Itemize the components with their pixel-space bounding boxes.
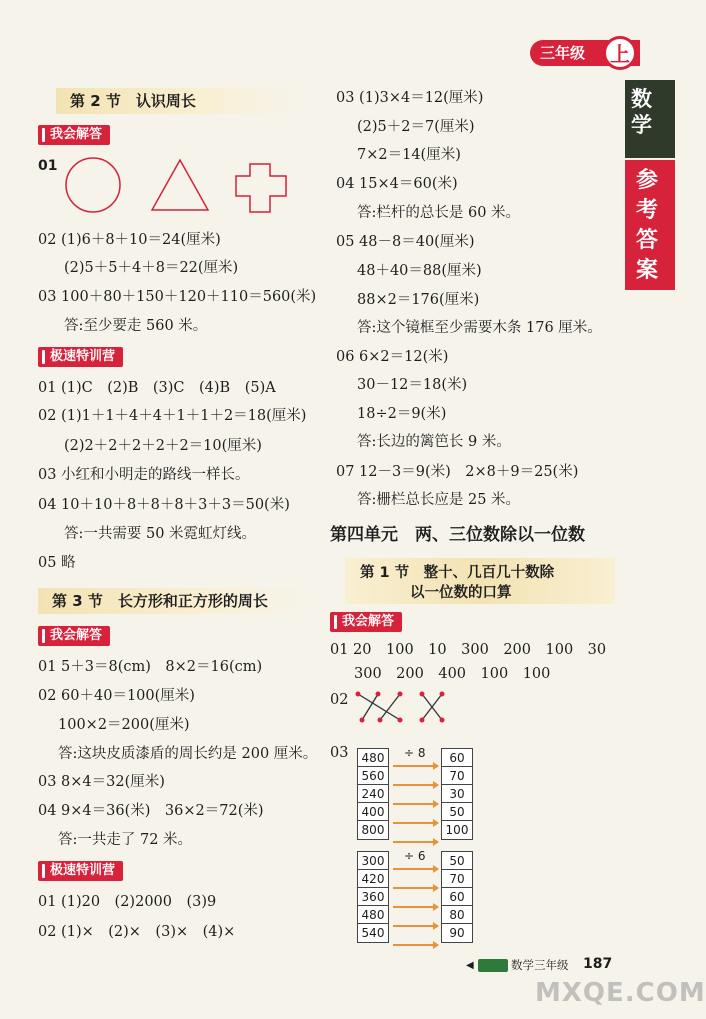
table2-right-cell: 50 [442,852,472,870]
table1-right-cell: 100 [445,823,469,837]
grade-label: 三年级 [540,44,586,62]
r-item-07-b: 答:栅栏总长应是 25 米。 [357,492,521,508]
table1-operator: ÷ 8 [404,746,426,760]
section-1-title-b: 以一位数的口算 [410,585,512,601]
circle-shape [66,158,120,212]
table2-operator: ÷ 6 [404,849,426,863]
tag-wo-hui-jie-da-2: 我会解答 [38,626,110,646]
table1-arrow [393,803,438,805]
item-03-a: 03 100＋80＋150＋120＋110＝560(米) [38,289,317,305]
item-02-a: 02 (1)6＋8＋10＝24(厘米) [38,232,221,248]
r-item-06-b: 30－12＝18(米) [357,377,468,393]
footer-badge [478,959,508,972]
drill-05: 05 略 [38,555,76,571]
table2-arrow [393,887,438,889]
table1-right [441,748,473,840]
table1-right-cell: 60 [442,749,472,767]
unit-4-title: 第四单元 两、三位数除以一位数 [330,525,585,545]
table2-arrow [393,906,438,908]
table1-left-cell: 800 [361,823,385,837]
tag-ji-su-xun-lian: 极速特训营 [38,347,123,367]
table2-left-cell: 300 [358,852,388,870]
s3-item-02-b: 100×2＝200(厘米) [58,717,190,733]
table2-left-cell: 420 [358,870,388,888]
r-q03-label: 03 [330,745,349,761]
drill-04-b: 答:一共需要 50 米霓虹灯线。 [64,526,257,542]
r-q02-label: 02 [330,692,349,708]
table1-arrow [393,822,438,824]
r-item-06-d: 答:长边的篱笆长 9 米。 [357,434,511,450]
answer-label: 参考答案 [636,168,659,283]
s3-drill-01: 01 (1)20 (2)2000 (3)9 [38,894,217,910]
table2-left-cell: 360 [358,888,388,906]
footer-page-number: 187 [583,956,613,972]
section-2-title: 第 2 节 认识周长 [56,88,296,114]
section-1-title-a: 第 1 节 整十、几百几十数除 [360,565,555,581]
drill-03: 03 小红和小明走的路线一样长。 [38,467,250,483]
table1-left-cell: 400 [358,803,388,821]
table2-left [357,851,389,943]
s3-item-04-b: 答:一共走了 72 米。 [58,832,193,848]
s3-item-02-c: 答:这块皮质漆盾的周长约是 200 厘米。 [58,746,318,762]
r-item-07-a: 07 12－3＝9(米) 2×8＋9＝25(米) [336,464,579,480]
table1-right-cell: 70 [442,767,472,785]
s3-item-01: 01 5＋3＝8(cm) 8×2＝16(cm) [38,659,263,675]
subject-label: 数学 [631,87,656,137]
table2-arrow [393,925,438,927]
watermark: MXQE.COM [535,978,706,1008]
r-item-05-d: 答:这个镜框至少需要木条 176 厘米。 [357,320,602,336]
r-q01-b: 300 200 400 100 100 [354,666,551,682]
table1-arrow [393,841,438,843]
s3-drill-02: 02 (1)× (2)× (3)× (4)× [38,924,236,940]
table1-left-cell: 560 [358,767,388,785]
r-item-03-a: 03 (1)3×4＝12(厘米) [336,90,484,106]
drill-02-b: (2)2＋2＋2＋2＋2＝10(厘米) [64,438,262,454]
table2-right-cell: 70 [442,870,472,888]
s3-item-04-a: 04 9×4＝36(米) 36×2＝72(米) [38,803,264,819]
table2-left-cell: 480 [358,906,388,924]
table1-right-cell: 30 [442,785,472,803]
volume-label: 上 [610,42,630,66]
r-item-04-a: 04 15×4＝60(米) [336,176,458,192]
tag-ji-su-xun-lian-2: 极速特训营 [38,861,123,881]
table1-right-cell: 50 [442,803,472,821]
r-q01-a: 01 20 100 10 300 200 100 30 [330,642,607,658]
table2-arrow [393,868,438,870]
table1-arrow [393,784,438,786]
table1-left [357,748,389,840]
item-01-label: 01 [38,158,58,174]
r-item-04-b: 答:栏杆的总长是 60 米。 [357,205,521,221]
cross-shape [236,164,286,212]
drill-01: 01 (1)C (2)B (3)C (4)B (5)A [38,380,276,396]
table2-right-cell: 90 [449,926,465,940]
table2-right [441,851,473,943]
r-item-03-b: (2)5＋2＝7(厘米) [357,119,475,135]
drill-04-a: 04 10＋10＋8＋8＋8＋3＋3＝50(米) [38,497,290,513]
drill-02-a: 02 (1)1＋1＋4＋4＋1＋1＋2＝18(厘米) [38,408,307,424]
item-03-b: 答:至少要走 560 米。 [64,318,208,334]
r-item-06-a: 06 6×2＝12(米) [336,349,449,365]
matching-lines [350,688,460,728]
table1-left-cell: 240 [358,785,388,803]
r-item-05-c: 88×2＝176(厘米) [357,292,480,308]
tag-wo-hui-jie-da-3: 我会解答 [330,612,402,632]
r-item-05-a: 05 48－8＝40(厘米) [336,234,475,250]
item-02-b: (2)5＋5＋4＋8＝22(厘米) [64,260,239,276]
table2-left-cell: 540 [361,926,385,940]
r-item-03-c: 7×2＝14(厘米) [357,147,461,163]
r-item-05-b: 48＋40＝88(厘米) [357,263,482,279]
s3-item-02-a: 02 60＋40＝100(厘米) [38,688,195,704]
tag-wo-hui-jie-da: 我会解答 [38,125,110,145]
s3-item-03: 03 8×4＝32(厘米) [38,774,165,790]
table1-left-cell: 480 [358,749,388,767]
footer-arrow-icon: ◀ [466,960,474,971]
footer-text: 数学三年级 [511,958,569,972]
table2-right-cell: 60 [442,888,472,906]
section-3-title: 第 3 节 长方形和正方形的周长 [38,588,308,614]
table2-arrow [393,944,438,946]
triangle-shape [152,160,208,210]
r-item-06-c: 18÷2＝9(米) [357,406,447,422]
table2-right-cell: 80 [442,906,472,924]
shape-figures [60,152,300,222]
table1-arrow [393,765,438,767]
